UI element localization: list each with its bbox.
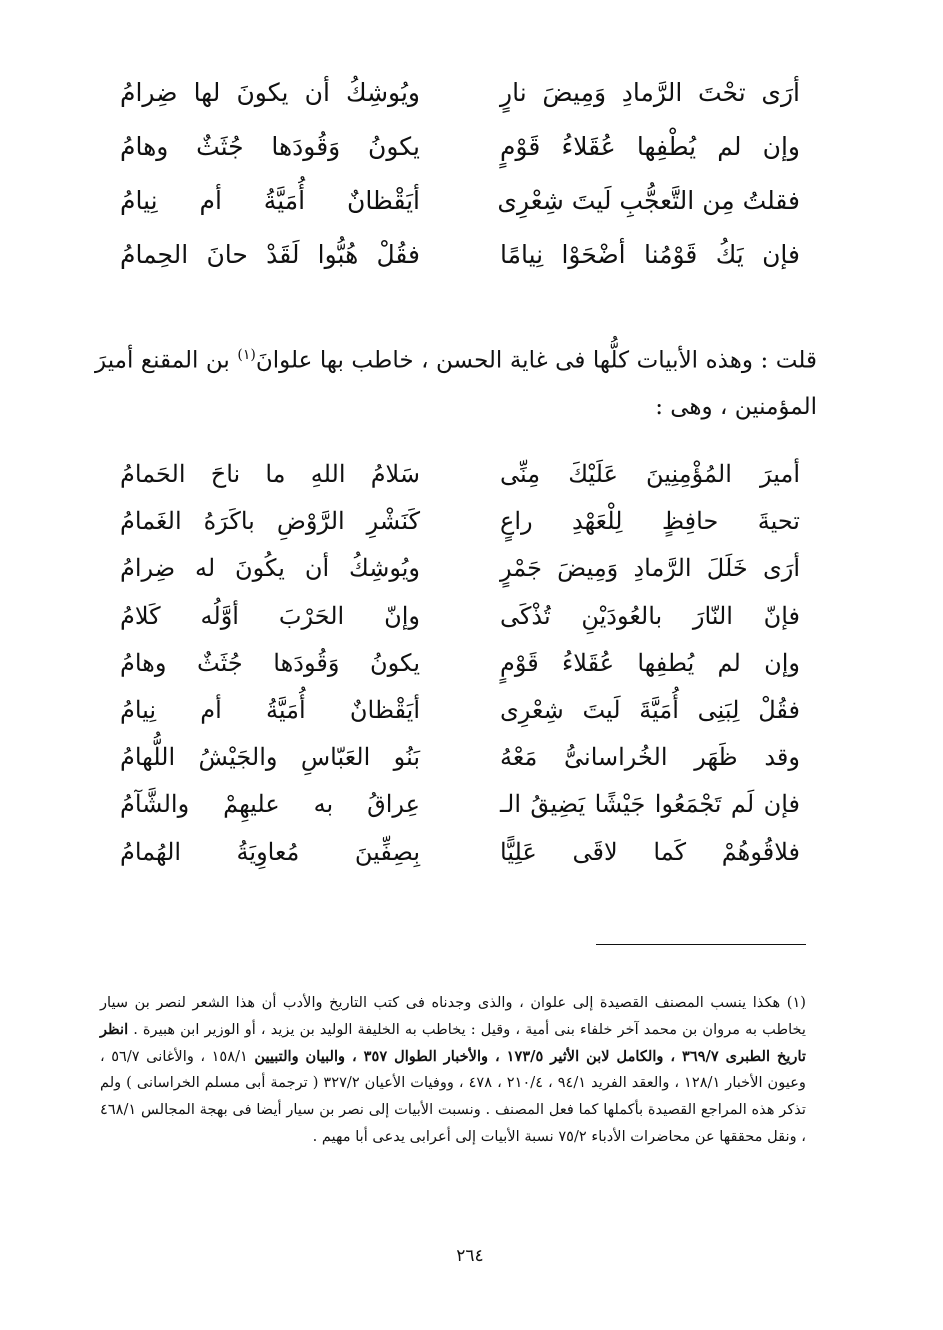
verse-first-hemistich: فقُلْ لِبَنِى أُمَيَّةَ لَيتَ شِعْرِى bbox=[500, 695, 800, 724]
verse-second-hemistich: سَلامُ اللهِ ما ناحَ الحَمامُ bbox=[120, 460, 420, 488]
verse-second-hemistich: ويُوشِكُ أن يكُونَ له ضِرامُ bbox=[120, 554, 420, 583]
footnote-references-bold: انظر تاريخ الطبرى ٣٦٩/٧ ، والكامل لابن الأثير ١٧٣/٥ ، والأخبار الطوال ٣٥٧ ، والبيان والتبيين bbox=[100, 1020, 806, 1065]
verse-first-hemistich: تحيةَ حافِظٍ لِلْعَهْدِ راعٍ bbox=[500, 507, 800, 536]
verse-first-hemistich: أميرَ المُؤْمِنِينَ عَلَيْكَ مِنِّى bbox=[500, 460, 800, 488]
verse-line bbox=[120, 790, 800, 837]
verse-line bbox=[120, 132, 800, 186]
verse-first-hemistich: وإن لم يُطْفِها عُقَلاءُ قَوْمٍ bbox=[500, 132, 800, 161]
verse-block-top bbox=[120, 78, 800, 294]
verse-first-hemistich: فلاقُوهُمْ كَما لاقَى عَلِيًّا bbox=[500, 837, 800, 866]
verse-second-hemistich: يكونُ وَقُودَها جُثَثٌ وهامُ bbox=[120, 132, 420, 161]
footnote-reference[interactable]: (١) bbox=[237, 347, 256, 363]
verse-first-hemistich: وإن لم يُطفِها عُقَلاءُ قَوْمٍ bbox=[500, 648, 800, 677]
verse-first-hemistich: فإنّ النّارَ بالعُودَيْنِ تُذْكَى bbox=[500, 601, 800, 630]
verse-second-hemistich: يكونُ وَقُودَها جُثَثٌ وهامُ bbox=[120, 648, 420, 677]
verse-second-hemistich: بِصِفِّينَ مُعاوِيَةُ الهُمامُ bbox=[120, 837, 420, 866]
footnote-text: (١) هكذا ينسب المصنف القصيدة إلى علوان ، والذى وجدناه فى كتب التاريخ والأدب أن هذا الشعر لنصر بن سيار يخاطب به مروان بن محمد آخر خلفاء بنى أمية ، وقيل : يخاطب به الخليفة الوليد بن يزيد ، أو الوزير ابن هبيرة . bbox=[100, 994, 806, 1038]
prose-text: قلت : وهذه الأبيات كلُّها فى غاية الحسن ، خاطب بها علوانَ bbox=[255, 347, 817, 374]
verse-line bbox=[120, 838, 800, 885]
verse-second-hemistich: بَنُو العَبّاسِ والجَيْشُ اللُّهامُ bbox=[120, 743, 420, 772]
verse-second-hemistich: وإنّ الحَرْبَ أوَّلُه كَلامُ bbox=[120, 601, 420, 630]
footnote-text-continued: ١٥٨/١ ، والأغانى ٥٦/٧ ، وعيون الأخبار ١٢٨/١ ، والعقد الفريد ٩٤/١ ، ٢١٠/٤ ، ٤٧٨ ، ووفيات الأعيان ٣٢٧/٢ ( ترجمة أبى مسلم الخراسانى ) ولم تذكر هذه المراجع القصيدة بأكملها كما فعل المصنف . ونسبت الأبيات إلى نصر بن سيار أيضا فى بهجة المجالس ٤٦٨/١ ، ونقل محققها عن محاضرات الأدباء ٧٥/٢ نسبة الأبيات إلى أعرابى يدعى أبا مهيم . bbox=[100, 1047, 806, 1145]
verse-second-hemistich: عِراقُ به عليهِمْ والشَّآمُ bbox=[120, 790, 420, 819]
verse-line bbox=[120, 649, 800, 696]
verse-first-hemistich: فإن يَكُ قَوْمُنا أضْحَوْا نِيامًا bbox=[500, 240, 800, 269]
footnote-separator bbox=[596, 944, 806, 945]
verse-line bbox=[120, 554, 800, 601]
verse-first-hemistich: فإن لَم تَجْمَعُوا جَيْشًا يَضِيقُ الـ bbox=[500, 790, 800, 819]
footnote bbox=[100, 990, 806, 1151]
verse-second-hemistich: ويُوشِكُ أن يكونَ لها ضِرامُ bbox=[120, 78, 420, 107]
verse-line bbox=[120, 602, 800, 649]
verse-line bbox=[120, 507, 800, 554]
verse-line bbox=[120, 460, 800, 507]
verse-line bbox=[120, 743, 800, 790]
verse-first-hemistich: فقلتُ مِن التَّعجُّبِ لَيتَ شِعْرِى bbox=[497, 186, 800, 215]
verse-second-hemistich: فقُلْ هُبُّوا لَقَدْ حانَ الحِمامُ bbox=[120, 240, 420, 269]
verse-second-hemistich: أيَقْظانٌ أُمَيَّةُ أم نِيامُ bbox=[120, 695, 420, 724]
prose-paragraph bbox=[95, 332, 817, 430]
page-number: ٢٦٤ bbox=[456, 1246, 484, 1266]
verse-line bbox=[120, 78, 800, 132]
verse-first-hemistich: وقد ظَهَر الخُراسانىُّ مَعْهُ bbox=[500, 743, 800, 772]
verse-line bbox=[120, 696, 800, 743]
verse-second-hemistich: كَنَشْرِ الرَّوْضِ باكَرَهُ الغَمامُ bbox=[120, 507, 420, 536]
verse-first-hemistich: أرَى خَلَلَ الرَّمادِ وَمِيضَ جَمْرٍ bbox=[500, 554, 800, 583]
verse-first-hemistich: أرَى تحْتَ الرَّمادِ وَمِيضَ نارٍ bbox=[500, 78, 800, 107]
verse-block-main bbox=[120, 460, 800, 885]
verse-line bbox=[120, 240, 800, 294]
verse-second-hemistich: أيَقْظانٌ أُمَيَّةُ أم نِيامُ bbox=[120, 186, 420, 215]
verse-line bbox=[120, 186, 800, 240]
prose-text-continued: بن المقنع أميرَ المؤمنين ، وهى : bbox=[95, 347, 817, 420]
